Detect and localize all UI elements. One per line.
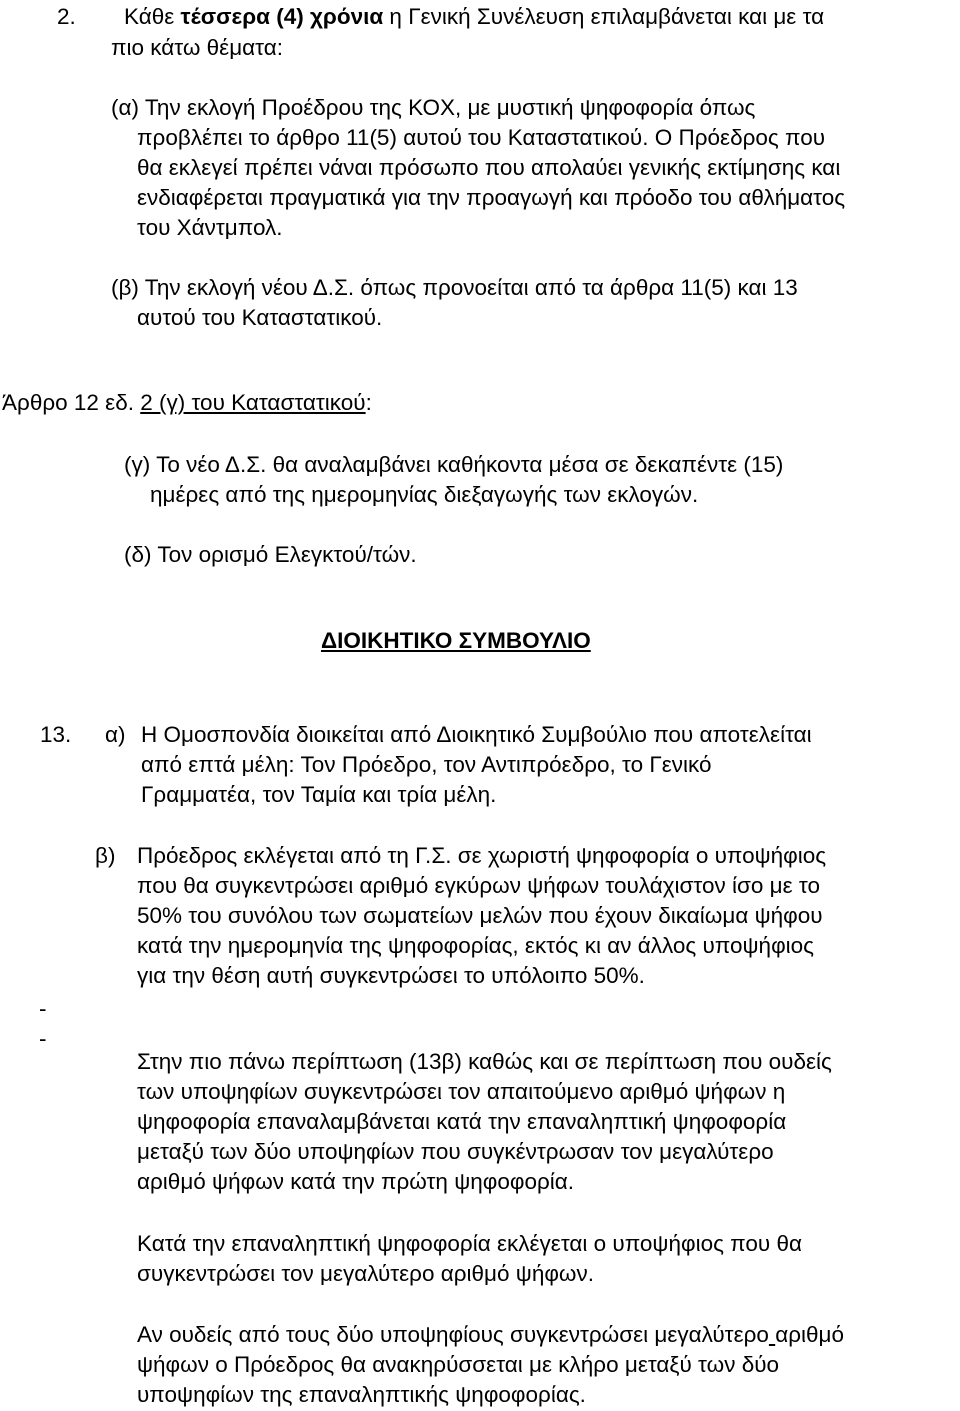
- item13-a-label: α): [105, 722, 126, 747]
- paragraph-line: αριθμό ψήφων κατά την πρώτη ψηφοφορία.: [137, 1169, 575, 1194]
- paragraph-line: ψήφων ο Πρόεδρος θα ανακηρύσσεται με κλήρο μεταξύ των δύο: [137, 1352, 780, 1377]
- paragraph-line: [137, 1324, 844, 1347]
- article-ref-pre: Άρθρο 12 εδ.: [2, 390, 141, 415]
- item-number: 2.: [57, 4, 76, 29]
- item2a-line: (α) Την εκλογή Προέδρου της ΚΟΧ, με μυστική ψηφοφορία όπως: [111, 95, 756, 120]
- article-ref-underlined: 2 (γ) του Καταστατικού: [140, 390, 366, 415]
- item13-b-line: που θα συγκεντρώσει αριθμό εγκύρων ψήφων τουλάχιστον ίσο με το: [137, 873, 820, 898]
- item13-a-line: Η Ομοσπονδία διοικείται από Διοικητικό Συμβούλιο που αποτελείται: [141, 722, 812, 747]
- item2-line1-pre: Κάθε: [124, 4, 181, 29]
- item2b-line: αυτού του Καταστατικού.: [137, 305, 383, 330]
- item13-b-line: κατά την ημερομηνία της ψηφοφορίας, εκτός κι αν άλλος υποψήφιος: [137, 933, 815, 958]
- item13-a-line: Γραμματέα, τον Ταμία και τρία μέλη.: [141, 782, 497, 807]
- item2-line1-bold: τέσσερα (4) χρόνια: [180, 4, 384, 29]
- item-d-line: (δ) Τον ορισμό Ελεγκτού/τών.: [124, 542, 417, 567]
- item13-b-line: 50% του συνόλου των σωματείων μελών που έχουν δικαίωμα ψήφου: [137, 903, 823, 928]
- item2-line-2: πιο κάτω θέματα:: [111, 35, 284, 60]
- item2-line-1: [124, 6, 824, 29]
- paragraph-line: υποψηφίων της επαναληπτικής ψηφοφορίας.: [137, 1382, 586, 1407]
- paragraph-line: των υποψηφίων συγκεντρώσει τον απαιτούμενο αριθμό ψήφων η: [137, 1079, 786, 1104]
- item2a-line: προβλέπει το άρθρο 11(5) αυτού του Καταστατικού. Ο Πρόεδρος που: [137, 125, 826, 150]
- paragraph-line: Στην πιο πάνω περίπτωση (13β) καθώς και σε περίπτωση που ουδείς: [137, 1049, 832, 1074]
- item2b-line: (β) Την εκλογή νέου Δ.Σ. όπως προνοείται από τα άρθρα 11(5) και 13: [111, 275, 798, 300]
- article-ref-post: :: [365, 390, 372, 415]
- item13-b-line: Πρόεδρος εκλέγεται από τη Γ.Σ. σε χωριστή ψηφοφορία ο υποψήφιος: [137, 843, 827, 868]
- paragraph-line: μεταξύ των δύο υποψηφίων που συγκέντρωσαν τον μεγαλύτερο: [137, 1139, 774, 1164]
- item2-line1-post: η Γενική Συνέλευση επιλαμβάνεται και με τα: [383, 4, 825, 29]
- item-g-line: ημέρες από της ημερομηνίας διεξαγωγής των εκλογών.: [150, 482, 699, 507]
- item13-b-label: β): [95, 843, 116, 868]
- dash-marker: -: [39, 1026, 47, 1051]
- p3-line1-post: αριθμό: [775, 1322, 844, 1347]
- item-g-line: (γ) Το νέο Δ.Σ. θα αναλαμβάνει καθήκοντα μέσα σε δεκαπέντε (15): [124, 452, 784, 477]
- dash-marker: -: [39, 996, 47, 1021]
- article-reference: [2, 392, 372, 415]
- paragraph-line: ψηφοφορία επαναλαμβάνεται κατά την επαναληπτική ψηφοφορία: [137, 1109, 787, 1134]
- item13-b-line: για την θέση αυτή συγκεντρώσει το υπόλοιπο 50%.: [137, 963, 645, 988]
- paragraph-line: συγκεντρώσει τον μεγαλύτερο αριθμό ψήφων.: [137, 1261, 594, 1286]
- item2a-line: θα εκλεγεί πρέπει νάναι πρόσωπο που απολαύει γενικής εκτίμησης και: [137, 155, 841, 180]
- item13-a-line: από επτά μέλη: Τον Πρόεδρο, τον Αντιπρόεδρο, το Γενικό: [141, 752, 712, 777]
- item13-number: 13.: [40, 722, 72, 747]
- section-heading: ΔΙΟΙΚΗΤΙΚΟ ΣΥΜΒΟΥΛΙΟ: [321, 628, 591, 653]
- item2a-line: ενδιαφέρεται πραγματικά για την προαγωγή και πρόοδο του αθλήματος: [137, 185, 846, 210]
- item2a-line: του Χάντμπολ.: [137, 215, 283, 240]
- paragraph-line: Κατά την επαναληπτική ψηφοφορία εκλέγεται ο υποψήφιος που θα: [137, 1231, 802, 1256]
- p3-line1-pre: Αν ουδείς από τους δύο υποψηφίους συγκεντρώσει μεγαλύτερο: [137, 1322, 769, 1347]
